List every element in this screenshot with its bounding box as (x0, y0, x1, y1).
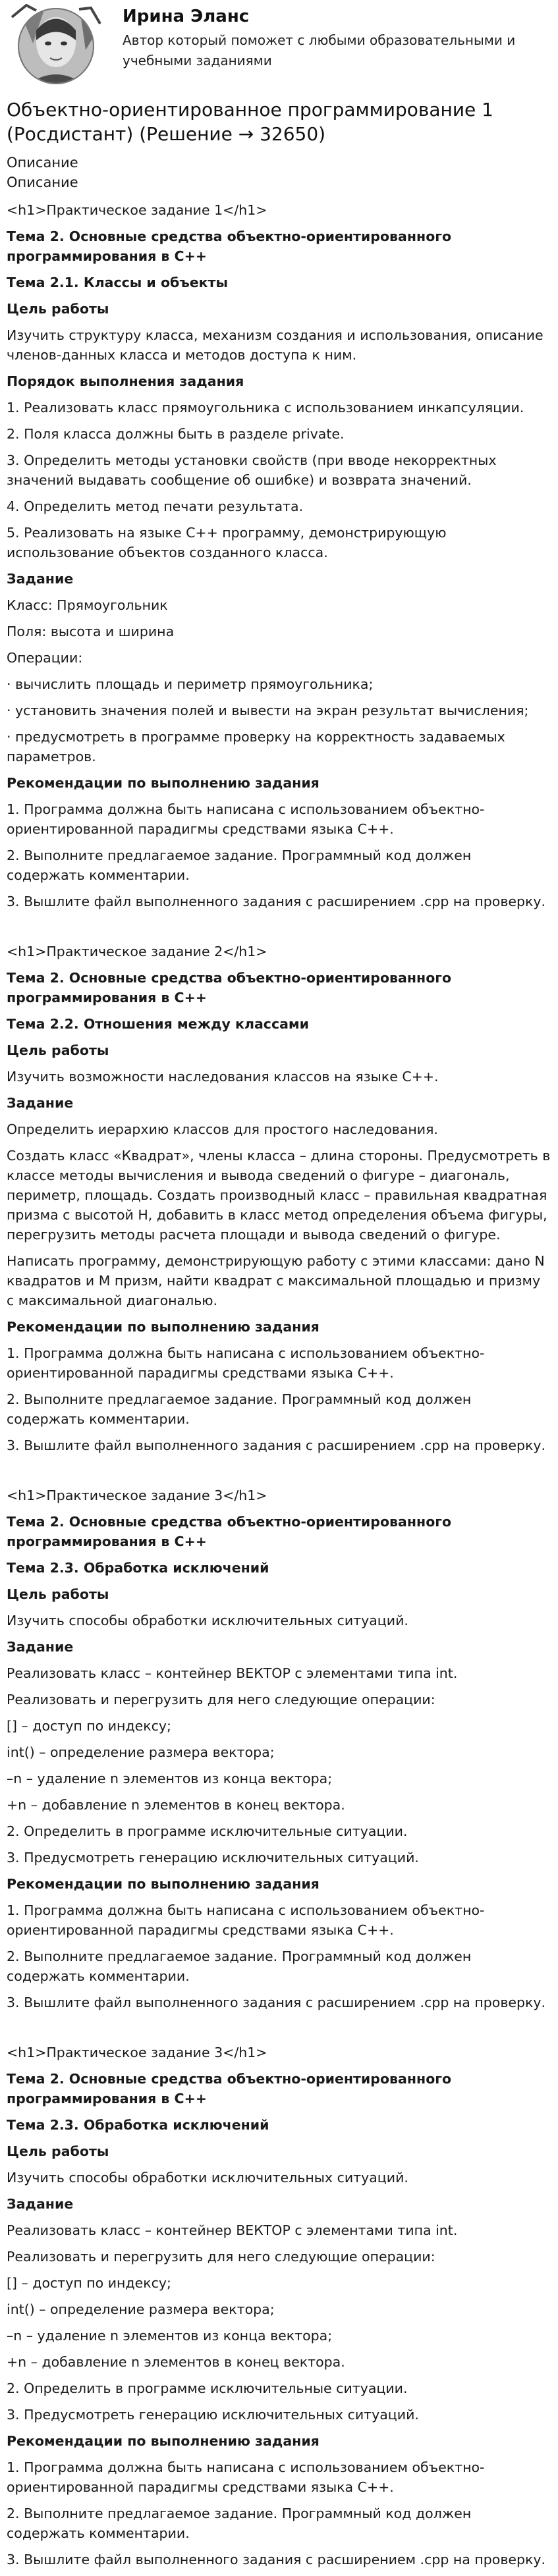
section-heading: Рекомендации по выполнению задания (7, 1876, 320, 1892)
avatar-image (7, 4, 105, 86)
paragraph: 2. Поля класса должны быть в разделе private. (7, 426, 345, 442)
paragraph: 1. Программа должна быть написана с использованием объектно-ориентированной парадигмы средствами языка С++. (7, 1902, 485, 1938)
paragraph: 3. Вышлите файл выполненного задания с расширением .срр на проверку. (7, 1437, 546, 1453)
section-heading: Рекомендации по выполнению задания (7, 1319, 320, 1335)
paragraph: 3. Определить методы установки свойств (при вводе некорректных значений выдавать сообщение об ошибке) и возврата значений. (7, 452, 497, 488)
paragraph: 5. Реализовать на языке С++ программу, демонстрирующую использование объектов созданного класса. (7, 525, 447, 560)
paragraph: Написать программу, демонстрирующую работу с этими классами: дано N квадратов и M призм, найти квадрат с максимальной площадью и призму с максимальной диагональю. (7, 1253, 545, 1308)
paragraph: Реализовать и перегрузить для него следующие операции: (7, 2249, 435, 2265)
section-heading: Цель работы (7, 1586, 109, 1602)
paragraph: 3. Вышлите файл выполненного задания с расширением .срр на проверку. (7, 1995, 546, 2010)
paragraph: 1. Программа должна быть написана с использованием объектно-ориентированной парадигмы средствами языка С++. (7, 801, 485, 837)
paragraph: 2. Выполните предлагаемое задание. Программный код должен содержать комментарии. (7, 2506, 472, 2541)
paragraph: 3. Предусмотреть генерацию исключительных ситуаций. (7, 1850, 419, 1865)
section-heading: Тема 2. Основные средства объектно-ориентированного программирования в С++ (7, 228, 452, 264)
paragraph: 1. Программа должна быть написана с использованием объектно-ориентированной парадигмы средствами языка С++. (7, 1345, 485, 1381)
section-heading: Тема 2.3. Обработка исключений (7, 2117, 269, 2133)
paragraph: +n – добавление n элементов в конец вектора. (7, 2354, 345, 2370)
task-content (7, 200, 551, 2569)
paragraph: int() – определение размера вектора; (7, 2301, 275, 2317)
description-label: Описание (7, 155, 78, 171)
section-heading: Задание (7, 571, 74, 587)
section-heading: Порядок выполнения задания (7, 373, 244, 389)
section-heading: Тема 2.1. Классы и объекты (7, 275, 228, 290)
paragraph: 3. Предусмотреть генерацию исключительных ситуаций. (7, 2407, 419, 2423)
paragraph: –n – удаление n элементов из конца вектора; (7, 2328, 333, 2344)
section-heading: Тема 2. Основные средства объектно-ориентированного программирования в С++ (7, 1514, 452, 1549)
paragraph: 2. Определить в программе исключительные ситуации. (7, 1823, 408, 1839)
section-heading: Задание (7, 1095, 74, 1111)
paragraph: · предусмотреть в программе проверку на корректность задаваемых параметров. (7, 729, 505, 765)
paragraph: +n – добавление n элементов в конец вектора. (7, 1797, 345, 1813)
paragraph: 1. Реализовать класс прямоугольника с использованием инкапсуляции. (7, 400, 524, 416)
paragraph: Создать класс «Квадрат», члены класса – длина стороны. Предусмотреть в классе методы вычисления и вывода сведений о фигуре – диагональ, периметр, площадь. Создать производный класс – правильная квадратная призма с высотой H, добавить в класс метод определения объема фигуры, перегрузить методы расчета площади и вывода сведений о фигуре. (7, 1148, 551, 1243)
section-heading: Тема 2.3. Обработка исключений (7, 1560, 269, 1576)
paragraph: 2. Выполните предлагаемое задание. Программный код должен содержать комментарии. (7, 1948, 472, 1984)
section-heading: Задание (7, 2196, 74, 2212)
description-label-2: Описание (7, 174, 78, 190)
paragraph: Поля: высота и ширина (7, 624, 175, 639)
paragraph: 2. Выполните предлагаемое задание. Программный код должен содержать комментарии. (7, 1391, 472, 1427)
author-card (7, 4, 551, 88)
section-heading: Цель работы (7, 2143, 109, 2159)
author-description: Автор который поможет с любыми образовательными и учебными заданиями (123, 32, 516, 68)
paragraph: [] – доступ по индексу; (7, 2275, 171, 2291)
section-heading: Тема 2. Основные средства объектно-ориентированного программирования в С++ (7, 2071, 452, 2106)
paragraph: Реализовать и перегрузить для него следующие операции: (7, 1692, 435, 1707)
section-heading: Цель работы (7, 301, 109, 317)
paragraph: Изучить способы обработки исключительных ситуаций. (7, 2170, 408, 2186)
paragraph: Операции: (7, 650, 83, 666)
paragraph: Класс: Прямоугольник (7, 597, 168, 613)
paragraph: 2. Определить в программе исключительные ситуации. (7, 2380, 408, 2396)
paragraph: Изучить возможности наследования классов на языке С++. (7, 1069, 439, 1085)
section-heading: Тема 2. Основные средства объектно-ориентированного программирования в С++ (7, 970, 452, 1006)
paragraph: 4. Определить метод печати результата. (7, 498, 304, 514)
paragraph: [] – доступ по индексу; (7, 1718, 171, 1734)
section-heading: Задание (7, 1639, 74, 1655)
paragraph: <h1>Практическое задание 3</h1> (7, 2045, 267, 2060)
paragraph: <h1>Практическое задание 2</h1> (7, 944, 267, 959)
paragraph: <h1>Практическое задание 1</h1> (7, 202, 267, 218)
paragraph: Реализовать класс – контейнер ВЕКТОР с элементами типа int. (7, 2222, 458, 2238)
paragraph: –n – удаление n элементов из конца вектора; (7, 1771, 333, 1786)
paragraph: Изучить способы обработки исключительных ситуаций. (7, 1613, 408, 1628)
page-title: Объектно-ориентированное программирование 1 (Росдистант) (Решение → 32650) (7, 99, 493, 145)
paragraph: 2. Выполните предлагаемое задание. Программный код должен содержать комментарии. (7, 847, 472, 883)
section-heading: Рекомендации по выполнению задания (7, 2433, 320, 2449)
paragraph: · вычислить площадь и периметр прямоугольника; (7, 676, 374, 692)
paragraph: <h1>Практическое задание 3</h1> (7, 1488, 267, 1503)
author-name[interactable]: Ирина Эланс (123, 7, 250, 26)
paragraph: 3. Вышлите файл выполненного задания с расширением .срр на проверку. (7, 894, 546, 909)
paragraph: · установить значения полей и вывести на экран результат вычисления; (7, 703, 529, 718)
paragraph: int() – определение размера вектора; (7, 1744, 275, 1760)
paragraph: Определить иерархию классов для простого наследования. (7, 1121, 438, 1137)
section-heading: Тема 2.2. Отношения между классами (7, 1016, 310, 1032)
author-avatar[interactable] (7, 4, 105, 86)
paragraph: Реализовать класс – контейнер ВЕКТОР с элементами типа int. (7, 1665, 458, 1681)
paragraph: 1. Программа должна быть написана с использованием объектно-ориентированной парадигмы средствами языка С++. (7, 2459, 485, 2495)
paragraph: Изучить структуру класса, механизм создания и использования, описание членов-данных класса и методов доступа к ним. (7, 327, 544, 363)
section-heading: Цель работы (7, 1042, 109, 1058)
paragraph: 3. Вышлите файл выполненного задания с расширением .срр на проверку. (7, 2552, 546, 2567)
author-info (123, 4, 551, 71)
section-heading: Рекомендации по выполнению задания (7, 775, 320, 791)
